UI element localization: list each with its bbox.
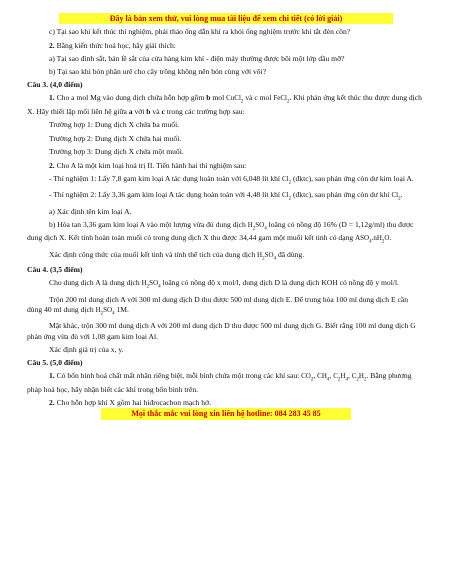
text: Cho dung dịch A là dung dịch [49,278,142,288]
f: H [247,221,253,230]
f-sub: 2 [252,226,256,232]
formula-co2 [301,372,314,383]
f-sub: 4 [112,311,115,317]
formula-h2so4 [257,251,276,259]
f: H [95,306,101,315]
question-2-2a: a) Tại sao đinh sắt, bản lề sắt của cửa hàng kim khí - điện máy thường được bôi một lớp dầu mỡ? [49,53,345,63]
f-sub: 2 [337,377,341,383]
text: Có bốn bình hoá chất mất nhãn riêng biệt, mỗi bình chứa một trong các khí sau: [54,371,302,381]
f-sub: 2 [356,377,359,383]
f-sub: 2 [381,239,385,245]
text: - Thí nghiệm 2: Lấy 3,36 gam kim loại A tác dụng hoàn toàn với 4,48 lít khí [49,190,282,200]
text: Bằng kiến thức hoá học, hãy giải thích: [54,40,176,50]
f-sub: 2 [310,377,314,383]
question-2-2b: b) Tại sao khi bón phân urê cho cây trồng không nên bón cùng với vôi? [49,67,267,77]
text: , [347,371,352,381]
formula-cucl2 [226,94,244,105]
var-b: b [146,106,151,116]
formula-h2so4 [95,306,115,317]
f: Cl [281,191,289,200]
question-4-3: Mặt khác, trộn 300 ml dung dịch A với 200 ml dung dịch D thu được 500 ml dung dịch G. Biết rằng 100 ml dung dịch G phản ứng vừa đủ với 1,08 gam kim loại Al. [27,321,416,341]
text: (đktc), sau phản ứng còn dư khí [291,190,392,200]
f-sub: 2 [288,180,292,186]
text: 1M. [114,305,129,315]
formula-cl2 [281,175,292,186]
cau-3-heading: Câu 3. (4,0 điểm) [27,79,83,89]
formula-cl2 [281,191,292,202]
question-4-2 [27,295,425,319]
cau-5-heading: Câu 5. (5,0 điểm) [27,357,83,367]
text: loãng có nồng độ x mol/l, dung dịch D là dung dịch KOH có nồng độ y mol/l. [160,278,399,288]
f: C [351,372,357,381]
formula-c2h2 [351,372,367,383]
f-sub: 2 [288,196,292,202]
var-a: a [128,106,133,116]
text: Cho a mol Mg vào dung dịch chứa hỗn hợp gồm [54,93,207,103]
f: .nH [371,234,382,243]
formula-ch4 [317,372,330,383]
f-sub: 2 [262,255,265,261]
text: , [313,371,318,381]
formula-cl2 [391,191,401,202]
text: mol [210,93,227,103]
f-sub: 4 [273,255,277,261]
f: Cl [281,175,289,183]
text: và c mol [243,93,274,103]
f: O [384,234,390,243]
item-number: 2. [49,398,55,407]
formula-h2so4 [141,279,161,290]
text: với [132,106,147,116]
question-3-2b [27,220,425,247]
f-sub: 4 [369,239,372,245]
case-2: Trường hợp 2: Dung dịch X chứa hai muối. [49,133,182,143]
text: và [150,106,162,116]
f: H [340,372,346,381]
f: SO [103,306,113,315]
text: Xác định công thức của muối kết tinh và tính thể tích của dung dịch [49,249,258,259]
text: Trộn 200 ml dung dịch A với 300 ml dung dịch D thu được 500 ml dung dịch E. Để trung hòa 100 ml dung dịch E cần dùng 40 ml dung dịch [27,294,409,315]
question-3-2c [27,250,425,263]
experiment-2 [27,190,425,203]
text: , [329,371,334,381]
text: loãng có nồng độ 16% (D = 1,12g/ml) thu được dung dịch X. Kết tinh hoàn toàn muối có trong dung dịch X thu được 34,44 gam một muối kết tinh có dạng [27,220,414,243]
question-3-1 [27,93,425,117]
text: b) Hòa tan 3,36 gam kim loại A vào một lượng vừa đủ dung dịch [49,220,248,230]
text: - Thí nghiệm 1: Lấy 7,8 gam kim loại A tác dụng hoàn toàn với 6,048 lít khí [49,174,282,183]
question-3-2 [27,161,425,171]
text: Cho A là một kim loại hoá trị II. Tiến hành hai thí nghiệm sau: [54,160,247,170]
text: (đktc), sau phản ứng còn dư kim loại A. [291,174,414,183]
f: CO [301,372,311,381]
f-sub: 2 [240,99,244,105]
f: CuCl [226,94,241,103]
f: Cl [391,191,399,200]
formula-aso4-nh2o [355,233,392,245]
f-sub: 2 [146,284,150,290]
f-sub: 4 [158,284,161,290]
f-sub: 2 [398,196,401,202]
f-sub: 2 [287,99,290,105]
case-3: Trường hợp 3: Dung dịch X chứa một muối. [49,147,184,157]
question-5-2 [27,398,425,408]
var-b: b [206,93,211,103]
text: . Khi phản ứng kết thúc thu được dung dịch X. Hãy thiết lập mối liên hệ giữa [27,93,422,116]
f-sub: 2 [100,311,104,317]
text: . [389,233,392,243]
f: SO [255,221,265,230]
text: . [400,190,403,200]
experiment-1 [27,174,425,187]
f: H [257,250,263,259]
f: FeCl [273,94,287,103]
question-2-2 [27,41,425,51]
f: CH [317,372,327,381]
text: đã dùng. [276,249,305,259]
f: SO [264,250,274,259]
item-number: 1. [49,93,55,103]
formula-fecl2 [273,94,290,105]
preview-banner: Đây là bản xem thử, vui lòng mua tài liệu để xem chi tiết (có lời giải) [59,13,393,24]
item-number: 2. [49,160,55,170]
formula-c2h4 [333,372,348,383]
f-sub: 2 [363,377,367,383]
question-4-4: Xác định giá trị của x, y. [49,345,124,355]
f: ASO [355,234,370,243]
text: . Bằng phương pháp hoá học, hãy nhận biết các khí trong bốn bình trên. [27,371,412,394]
question-3-2a: a) Xác định tên kim loại A. [49,206,132,216]
question-4-1 [27,278,425,291]
item-number: 2. [49,40,55,50]
f: C [333,372,338,381]
f: H [358,372,364,381]
cau-4-heading: Câu 4. (3,5 điểm) [27,264,83,274]
f: H [141,279,147,288]
question-2-1c: c) Tại sao khi kết thúc thí nghiệm, phải tháo ống dẫn khí ra khỏi ống nghiệm trước khi tắt đèn cồn? [49,27,351,37]
hotline-footer: Mọi thắc mắc vui lòng xin liên hệ hotline: 084 283 45 85 [101,408,351,419]
f-sub: 4 [326,377,330,383]
f-sub: 4 [345,377,348,383]
document-page [27,0,425,420]
formula-h2so4 [247,221,267,232]
var-c: c [161,106,165,116]
item-number: 1. [49,371,55,381]
question-5-1 [27,371,425,395]
text: Cho hỗn hợp khí X gồm hai hiđrocacbon mạch hở. [54,398,211,407]
text: trong các trường hợp sau: [164,106,245,116]
f: SO [149,279,159,288]
case-1: Trường hợp 1: Dung dịch X chứa ba muối. [49,120,180,130]
f-sub: 4 [264,226,267,232]
